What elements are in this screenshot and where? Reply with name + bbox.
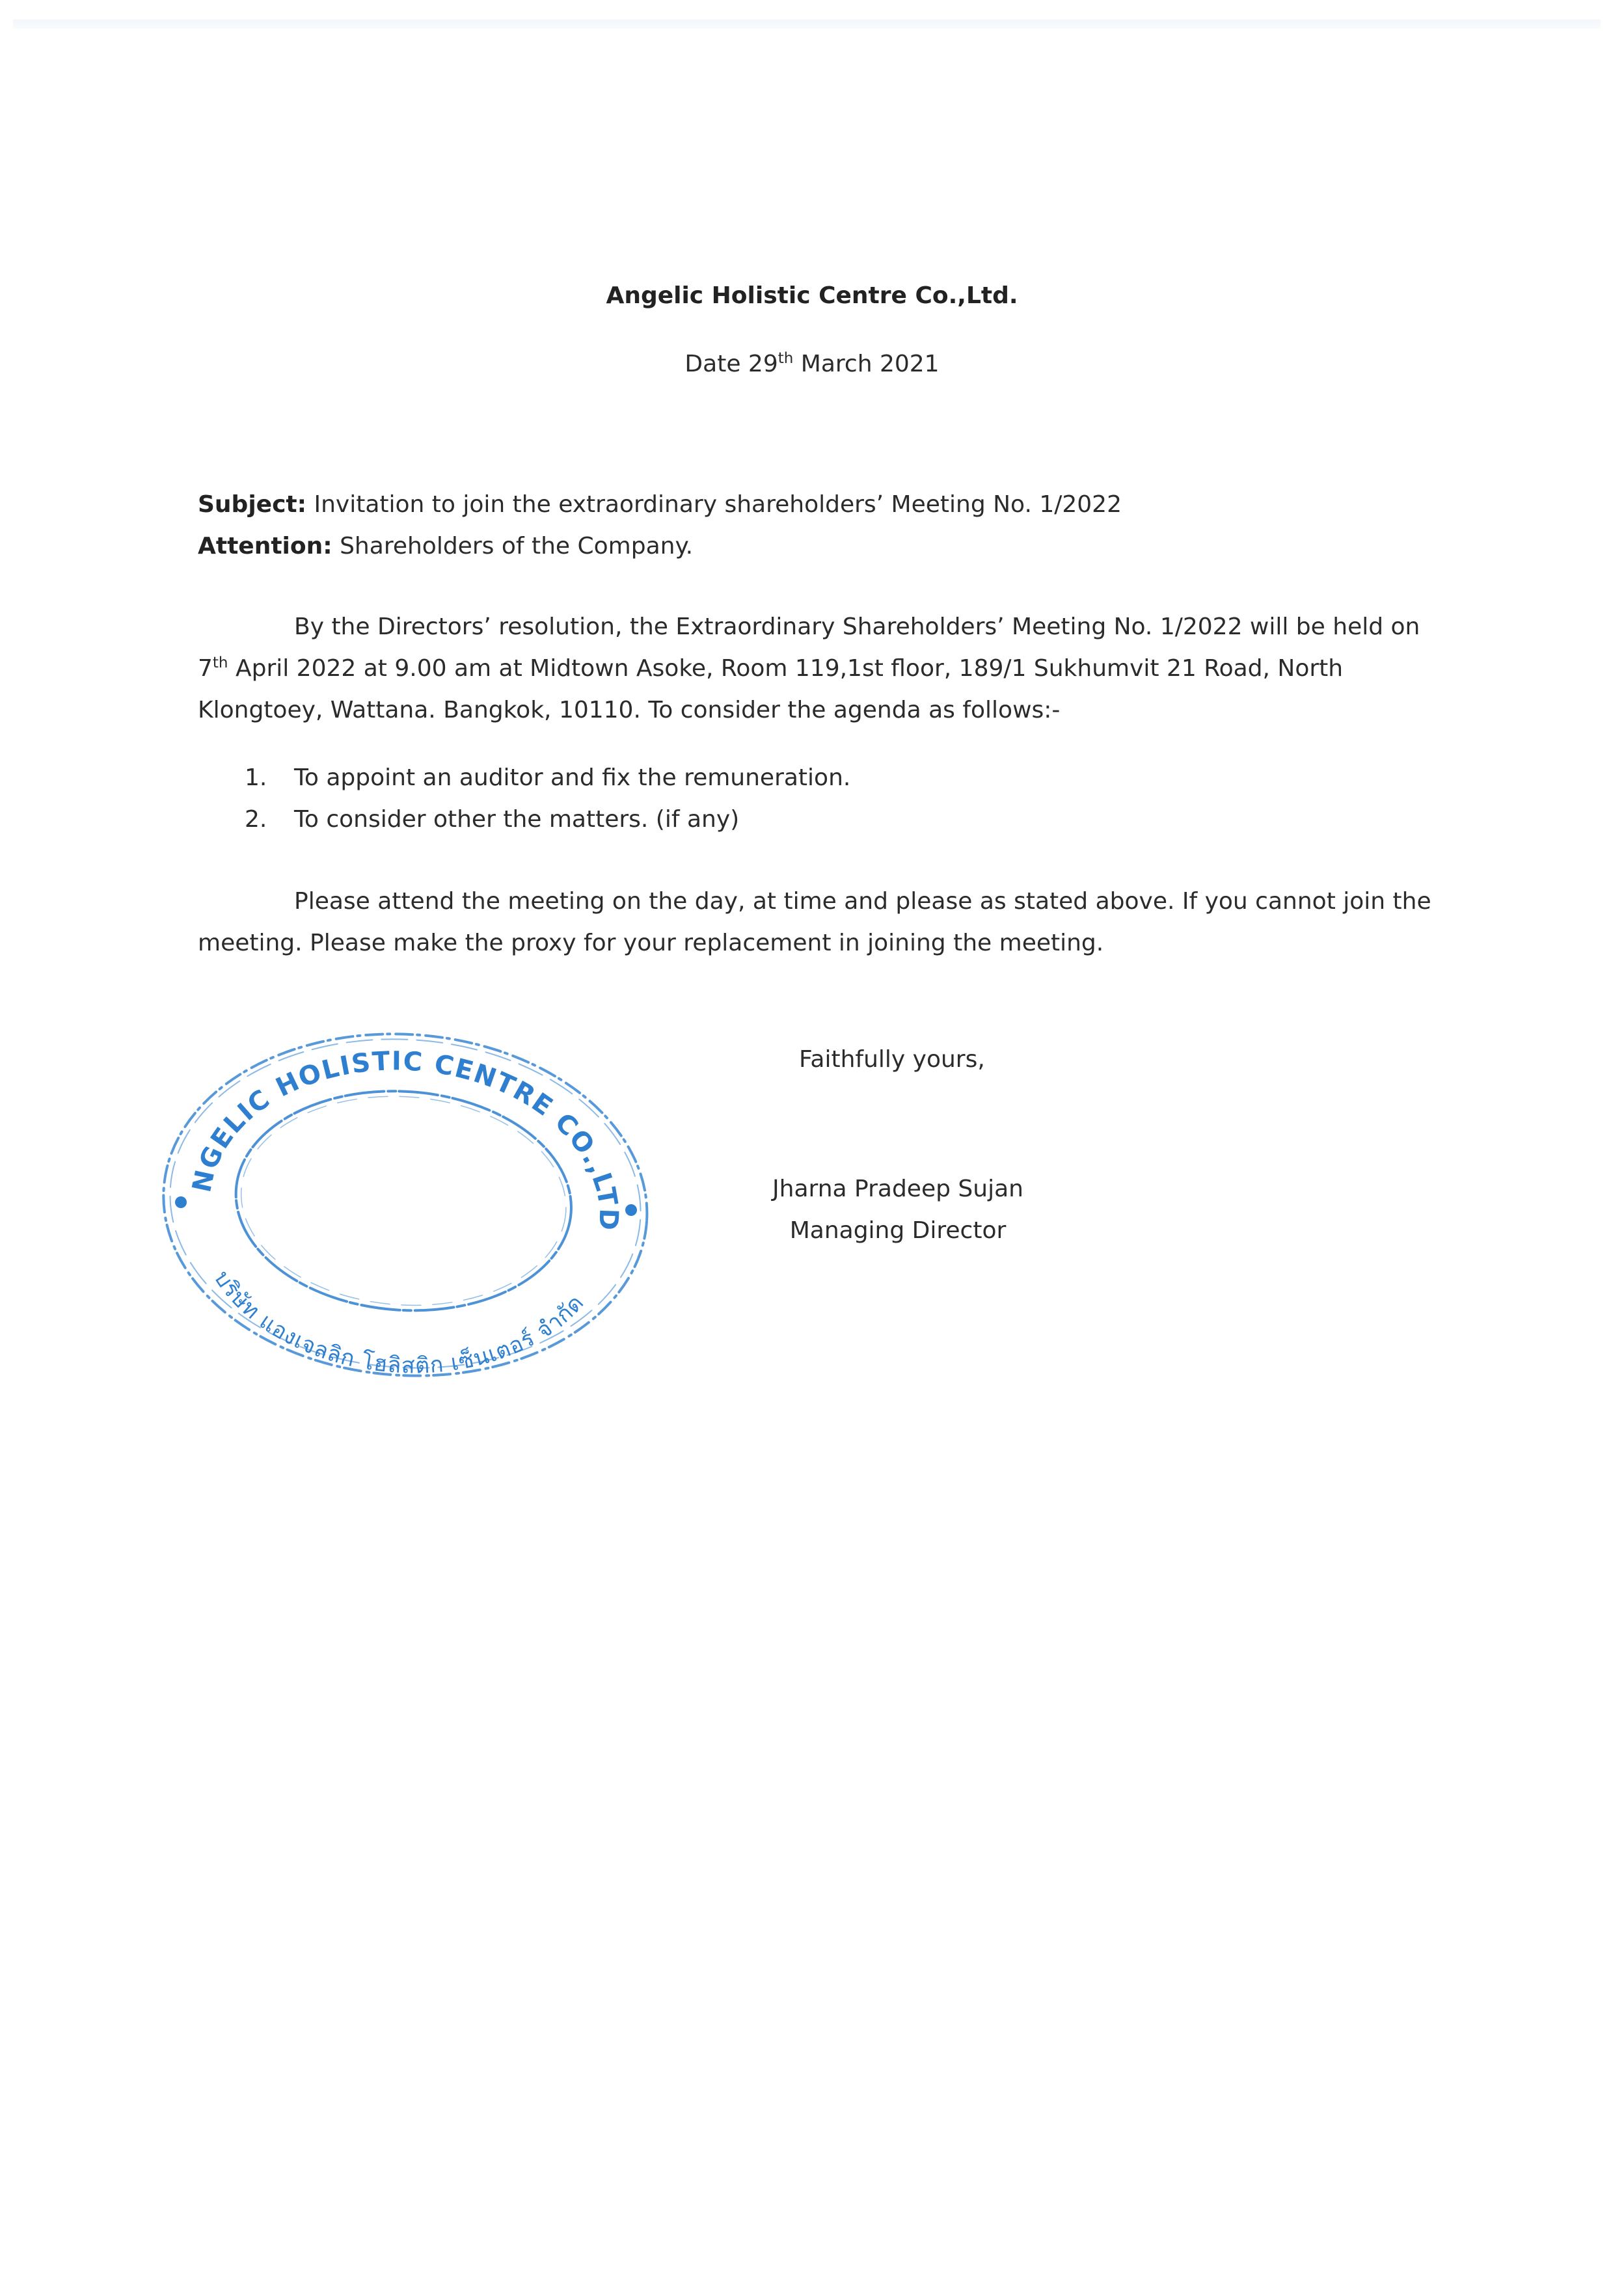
- seal-text-top: ANGELIC HOLISTIC CENTRE CO.,LTD.: [187, 1046, 624, 1232]
- letter-date: [0, 350, 1624, 377]
- subject-text: Invitation to join the extraordinary shareholders’ Meeting No. 1/2022: [306, 491, 1122, 518]
- meeting-line-2: April 2022 at 9.00 am at Midtown Asoke, Room 119,1st floor, 189/1 Sukhumvit 21 Road, North: [228, 655, 1344, 682]
- attention-text: Shareholders of the Company.: [332, 533, 694, 559]
- agenda-number: 2.: [245, 806, 267, 833]
- scan-edge-artifact: [13, 20, 1601, 29]
- meeting-paragraph-line: [198, 606, 1454, 648]
- subject-line: [198, 484, 1122, 526]
- meeting-date-suffix: th: [212, 654, 228, 671]
- meeting-paragraph: [198, 606, 1454, 731]
- agenda-list: [245, 757, 850, 841]
- signatory-name: Jharna Pradeep Sujan: [772, 1176, 1023, 1202]
- meeting-line-1: By the Directors’ resolution, the Extraordinary Shareholders’ Meeting No. 1/2022 will be held on: [294, 613, 1420, 640]
- attendance-paragraph-line: [198, 923, 1454, 964]
- seal-inner-ring: [228, 1080, 578, 1321]
- attention-line: [198, 526, 1122, 567]
- seal-dot-right: [625, 1204, 637, 1216]
- attendance-paragraph-line: [198, 881, 1454, 923]
- attention-label: Attention:: [198, 533, 332, 559]
- signatory-title: Managing Director: [789, 1217, 1007, 1244]
- signature-block: [742, 1168, 1054, 1252]
- seal-dot-left: [175, 1196, 187, 1208]
- company-seal-stamp: [148, 1015, 662, 1392]
- agenda-item: [245, 757, 850, 799]
- date-prefix: Date 29: [684, 351, 778, 377]
- meeting-paragraph-line: [198, 690, 1454, 731]
- date-suffix: th: [778, 350, 794, 367]
- attendance-line-2: meeting. Please make the proxy for your replacement in joining the meeting.: [198, 930, 1104, 956]
- meeting-line-3: Klongtoey, Wattana. Bangkok, 10110. To consider the agenda as follows:-: [198, 697, 1061, 723]
- agenda-item: [245, 799, 850, 841]
- attendance-line-1: Please attend the meeting on the day, at time and please as stated above. If you cannot join the: [294, 888, 1431, 915]
- subject-block: [198, 484, 1122, 567]
- meeting-paragraph-line: [198, 648, 1454, 690]
- agenda-text: To appoint an auditor and fix the remuneration.: [294, 764, 851, 791]
- seal-text-bottom: บริษัท แองเจลลิก โฮลิสติก เซ็นเตอร์ จำกัด: [208, 1265, 589, 1379]
- agenda-text: To consider other the matters. (if any): [294, 806, 740, 833]
- attendance-paragraph: [198, 881, 1454, 964]
- seal-graphic: [148, 1015, 662, 1392]
- company-name: Angelic Holistic Centre Co.,Ltd.: [606, 282, 1018, 309]
- agenda-number: 1.: [245, 764, 267, 791]
- meeting-date-day: 7: [198, 655, 213, 682]
- date-rest: March 2021: [793, 351, 940, 377]
- subject-label: Subject:: [198, 491, 307, 518]
- closing-salutation: Faithfully yours,: [799, 1046, 985, 1073]
